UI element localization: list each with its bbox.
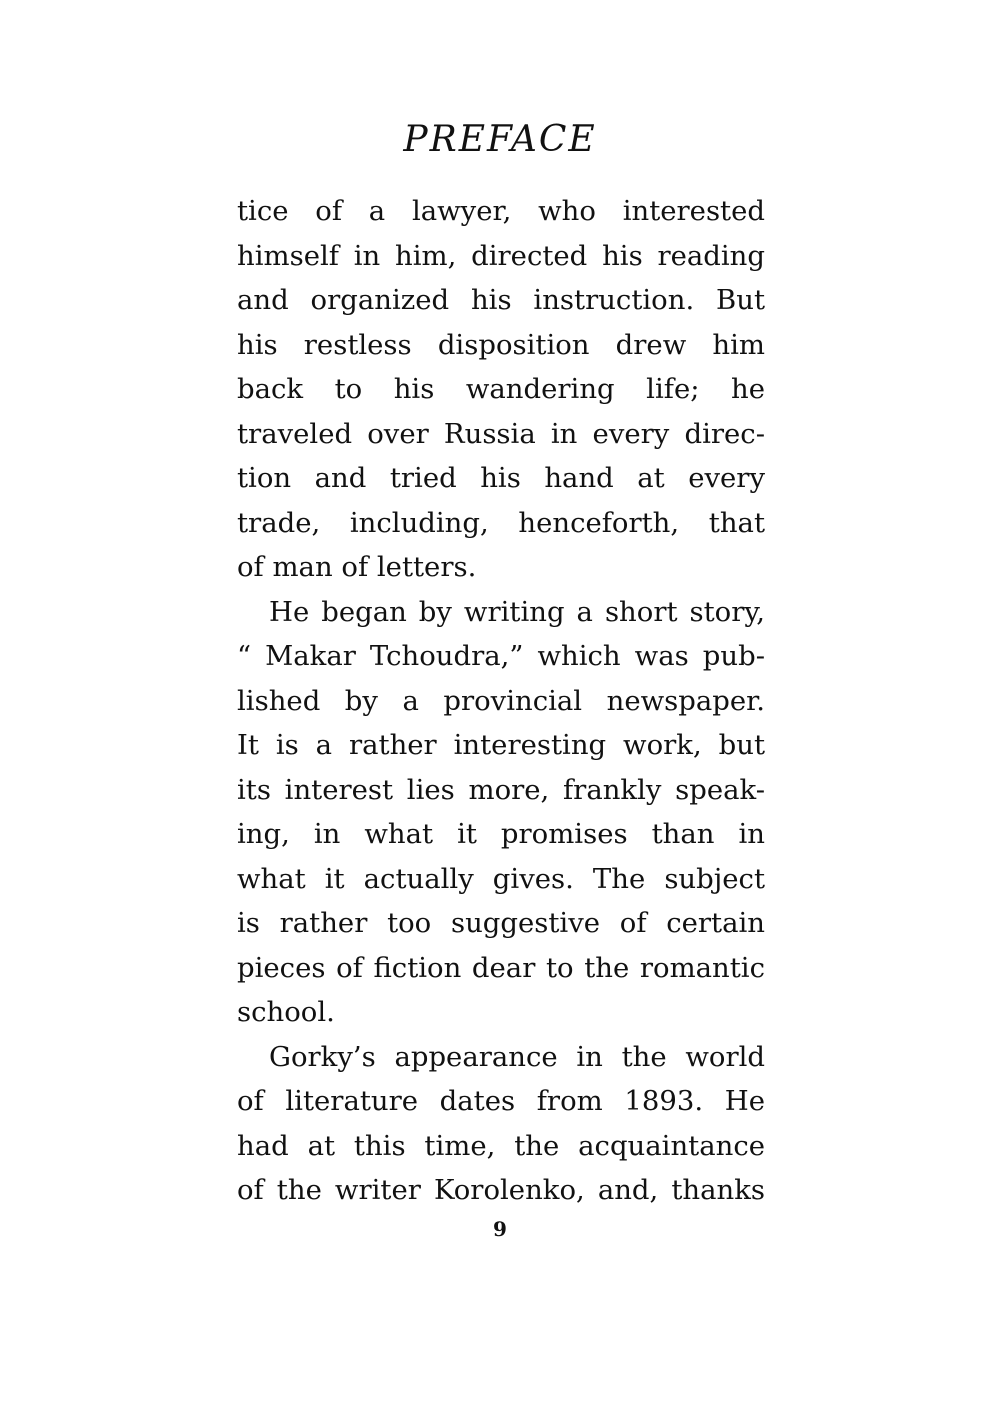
body-text bbox=[237, 189, 765, 1213]
text-line: is rather too suggestive of certain bbox=[237, 907, 765, 939]
text-line: back to his wandering life; he bbox=[237, 373, 765, 405]
text-line: lished by a provincial newspaper. bbox=[237, 684, 765, 717]
text-line: traveled over Russia in every direc- bbox=[237, 417, 765, 450]
text-line: trade, including, henceforth, that bbox=[237, 506, 765, 539]
text-line: He began by writing a short story, bbox=[269, 595, 765, 628]
text-line: his restless disposition drew him bbox=[237, 328, 765, 361]
text-line: of man of letters. bbox=[237, 551, 477, 583]
text-line: ing, in what it promises than in bbox=[237, 818, 765, 850]
text-line: had at this time, the acquaintance bbox=[237, 1129, 765, 1162]
paragraph-2 bbox=[237, 590, 765, 1035]
text-line: and organized his instruction. But bbox=[237, 284, 765, 316]
text-line: “ Makar Tchoudra,” which was pub- bbox=[237, 640, 765, 672]
text-line: of the writer Korolenko, and, thanks bbox=[237, 1174, 765, 1206]
text-line: It is a rather interesting work, but bbox=[237, 729, 765, 761]
text-line: himself in him, directed his reading bbox=[237, 239, 765, 272]
text-line: tice of a lawyer, who interested bbox=[237, 195, 765, 227]
text-line: pieces of fiction dear to the romantic bbox=[237, 951, 765, 984]
running-head: PREFACE bbox=[403, 119, 597, 160]
paragraph-3 bbox=[237, 1035, 765, 1213]
text-line: what it actually gives. The subject bbox=[237, 862, 765, 895]
text-line: of literature dates from 1893. He bbox=[237, 1085, 765, 1117]
text-line: Gorky’s appearance in the world bbox=[269, 1040, 765, 1073]
text-line: tion and tried his hand at every bbox=[237, 462, 765, 494]
paragraph-1 bbox=[237, 189, 765, 590]
page-number: 9 bbox=[493, 1217, 507, 1241]
text-line: its interest lies more, frankly speak- bbox=[237, 773, 765, 806]
text-line: school. bbox=[237, 996, 335, 1028]
